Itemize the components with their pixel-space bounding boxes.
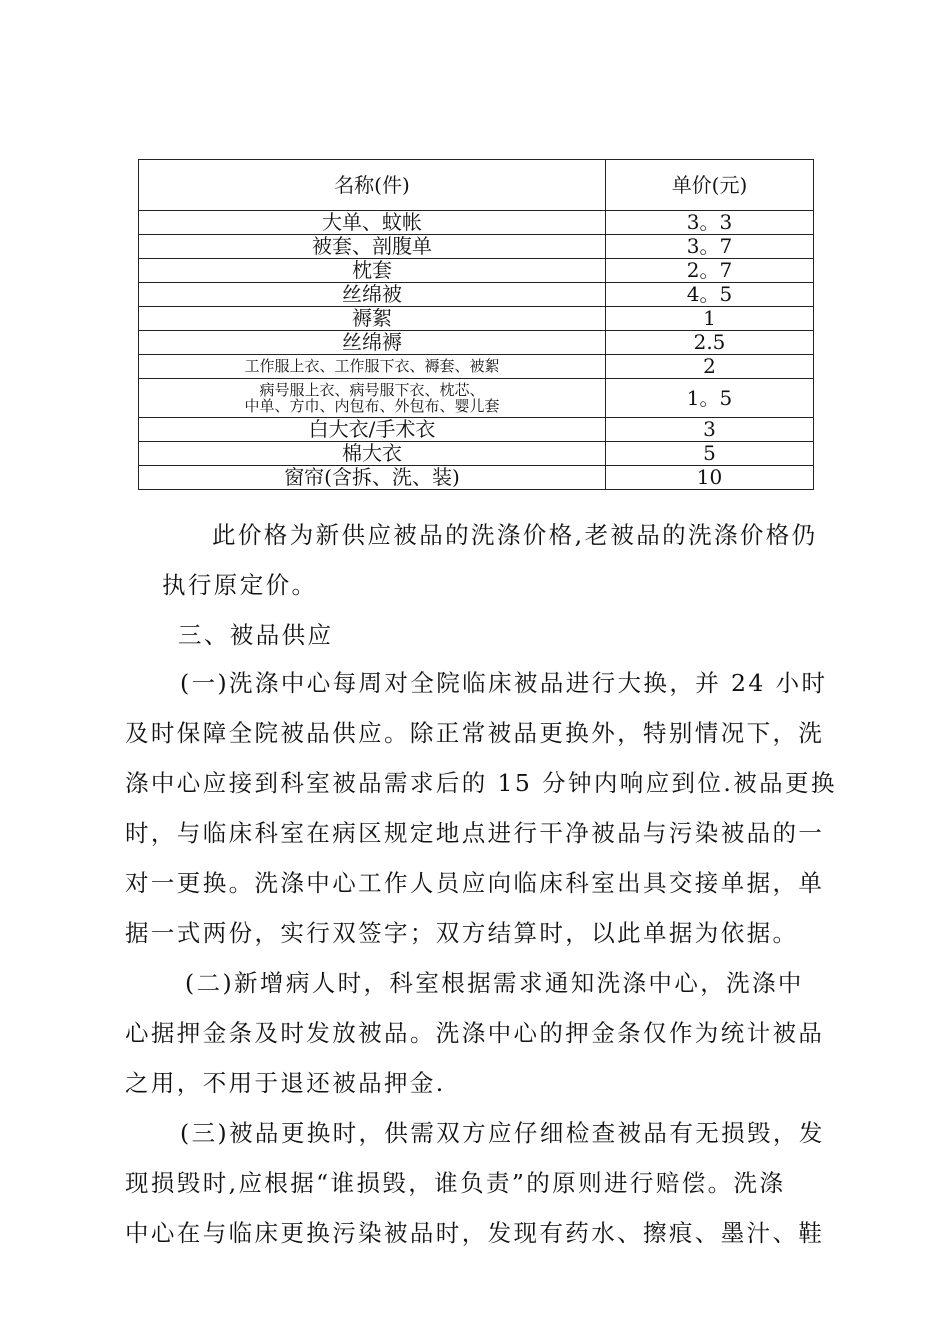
body-text-line: 之用，不用于退还被品押金. [125, 1069, 446, 1097]
item-name: 丝绵褥 [139, 331, 606, 355]
table-row [139, 259, 814, 283]
body-text-line: 现损毁时,应根据“谁损毁，谁负责”的原则进行赔偿。洗涤 [125, 1169, 786, 1197]
table-header-row [139, 160, 814, 211]
laundry-price-table [138, 159, 814, 490]
item-price: 10 [606, 466, 814, 490]
item-price: 3 [606, 418, 814, 442]
body-text-line: (三)被品更换时，供需双方应仔细检查被品有无损毁，发 [180, 1119, 825, 1147]
item-name: 枕套 [139, 259, 606, 283]
body-text-line: 执行原定价。 [162, 571, 318, 599]
table-row [139, 379, 814, 418]
item-price: 2 [606, 355, 814, 379]
item-price: 1 [606, 307, 814, 331]
item-price: 5 [606, 442, 814, 466]
table-row [139, 235, 814, 259]
item-price: 2。7 [606, 259, 814, 283]
table-row [139, 307, 814, 331]
body-text-line: 中心在与临床更换污染被品时，发现有药水、擦痕、墨汁、鞋 [125, 1219, 825, 1247]
table-row [139, 355, 814, 379]
body-text-line: 时，与临床科室在病区规定地点进行干净被品与污染被品的一 [125, 819, 825, 847]
item-name-line-1: 病号服上衣、病号服下衣、枕芯、 [259, 380, 485, 399]
item-name: 大单、蚊帐 [139, 211, 606, 235]
item-name: 褥絮 [139, 307, 606, 331]
item-name: 被套、剖腹单 [139, 235, 606, 259]
body-text-line: (二)新增病人时，科室根据需求通知洗涤中心，洗涤中 [185, 969, 804, 997]
table-row [139, 418, 814, 442]
item-name: 窗帘(含拆、洗、装) [139, 466, 606, 490]
body-text-line: 此价格为新供应被品的洗涤价格,老被品的洗涤价格仍 [212, 521, 818, 549]
item-name: 丝绵被 [139, 283, 606, 307]
item-price: 3。7 [606, 235, 814, 259]
body-text-line: 对一更换。洗涤中心工作人员应向临床科室出具交接单据，单 [125, 869, 825, 897]
item-name [139, 379, 606, 418]
section-heading: 三、被品供应 [178, 621, 334, 649]
table-row [139, 283, 814, 307]
table-row [139, 466, 814, 490]
item-name-line-2: 中单、方巾、内包布、外包布、婴儿套 [244, 397, 500, 415]
item-name: 棉大衣 [139, 442, 606, 466]
item-price: 2.5 [606, 331, 814, 355]
body-text-line: 及时保障全院被品供应。除正常被品更换外，特别情况下，洗 [125, 719, 825, 747]
body-text-line: (一)洗涤中心每周对全院临床被品进行大换，并 24 小时 [180, 669, 828, 697]
item-price: 4。5 [606, 283, 814, 307]
item-price: 1。5 [606, 379, 814, 418]
table-row [139, 442, 814, 466]
table-row [139, 211, 814, 235]
header-price: 单价(元) [606, 160, 814, 211]
table-row [139, 331, 814, 355]
item-name: 白大衣/手术衣 [139, 418, 606, 442]
body-text-line: 心据押金条及时发放被品。洗涤中心的押金条仅作为统计被品 [125, 1019, 825, 1047]
body-text-line: 涤中心应接到科室被品需求后的 15 分钟内响应到位.被品更换 [125, 769, 837, 797]
item-price: 3。3 [606, 211, 814, 235]
header-name: 名称(件) [139, 160, 606, 211]
body-text-line: 据一式两份，实行双签字；双方结算时，以此单据为依据。 [125, 919, 799, 947]
item-name: 工作服上衣、工作服下衣、褥套、被絮 [139, 355, 606, 379]
